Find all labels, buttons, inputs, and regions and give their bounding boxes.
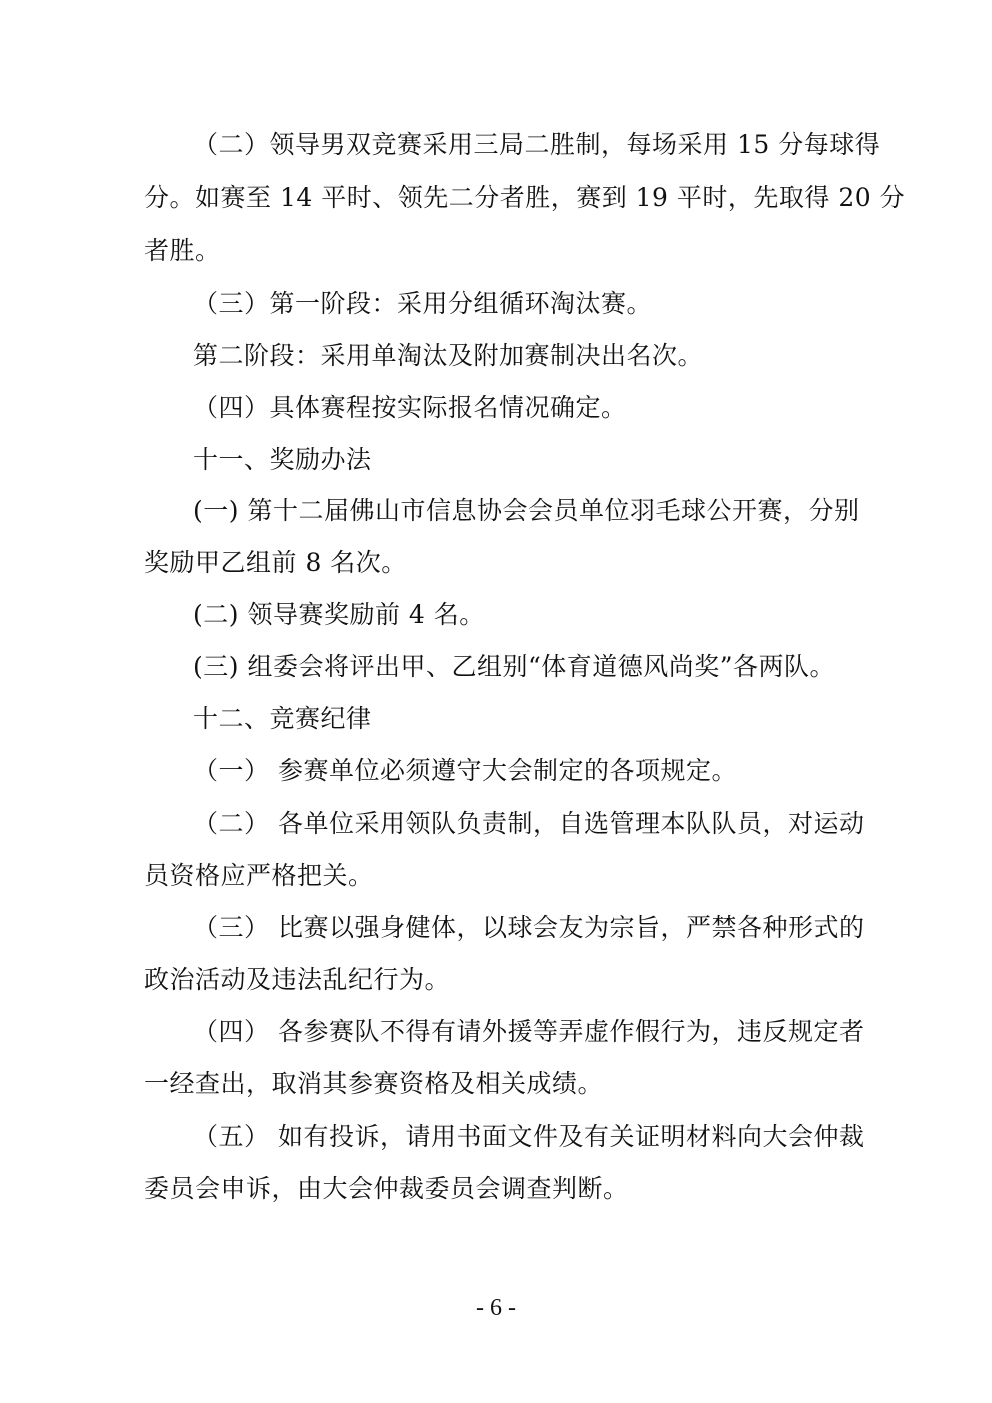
paragraph-line: 政治活动及违法乱纪行为。: [144, 965, 451, 994]
paragraph-line: （四）具体赛程按实际报名情况确定。: [193, 393, 627, 422]
paragraph-line: （一） 参赛单位必须遵守大会制定的各项规定。: [193, 756, 737, 785]
paragraph-line: (二) 领导赛奖励前 4 名。: [193, 600, 485, 629]
paragraph-line: （四） 各参赛队不得有请外援等弄虚作假行为，违反规定者: [193, 1017, 865, 1046]
paragraph-line: （三）第一阶段：采用分组循环淘汰赛。: [193, 289, 653, 318]
paragraph-line: (三) 组委会将评出甲、乙组别“体育道德风尚奖”各两队。: [193, 652, 836, 681]
paragraph-line: （五） 如有投诉，请用书面文件及有关证明材料向大会仲裁: [193, 1122, 865, 1151]
paragraph-line: 第二阶段：采用单淘汰及附加赛制决出名次。: [193, 341, 704, 370]
section-heading: 十二、竞赛纪律: [193, 704, 372, 733]
paragraph-line: 奖励甲乙组前 8 名次。: [144, 548, 407, 577]
section-heading: 十一、奖励办法: [193, 445, 372, 474]
paragraph-line: （二） 各单位采用领队负责制，自选管理本队队员，对运动: [193, 809, 865, 838]
paragraph-line: 员资格应严格把关。: [144, 861, 374, 890]
paragraph-line: 分。如赛至 14 平时、领先二分者胜，赛到 19 平时，先取得 20 分: [144, 183, 906, 212]
page-number: - 6 -: [476, 1295, 516, 1321]
paragraph-line: 者胜。: [144, 236, 221, 265]
paragraph-line: 委员会申诉，由大会仲裁委员会调查判断。: [144, 1174, 629, 1203]
paragraph-line: 一经查出，取消其参赛资格及相关成绩。: [144, 1069, 604, 1098]
paragraph-line: （二）领导男双竞赛采用三局二胜制，每场采用 15 分每球得: [193, 130, 881, 159]
paragraph-line: (一) 第十二届佛山市信息协会会员单位羽毛球公开赛，分别: [193, 496, 860, 525]
paragraph-line: （三） 比赛以强身健体，以球会友为宗旨，严禁各种形式的: [193, 913, 865, 942]
